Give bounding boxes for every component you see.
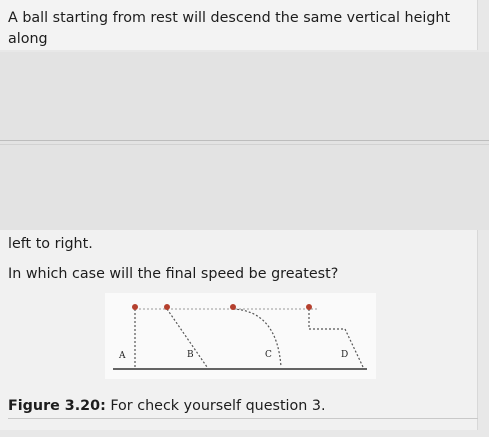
path-label-b: B — [187, 350, 194, 360]
path-c — [233, 309, 281, 367]
gap-band — [0, 52, 489, 230]
caption-underline — [8, 418, 478, 419]
text-panel-top — [0, 0, 478, 50]
divider-line — [0, 140, 489, 141]
figure-caption — [8, 398, 326, 414]
caption-text: For check yourself question 3. — [105, 398, 326, 414]
path-d — [309, 309, 363, 367]
path-label-c: C — [265, 350, 272, 360]
ball-b — [164, 304, 170, 310]
path-label-d: D — [341, 350, 349, 360]
caption-label: Figure 3.20: — [8, 398, 106, 414]
question-text: In which case will the final speed be greatest? — [8, 266, 339, 282]
paths-diagram — [105, 293, 376, 379]
path-label-a: A — [119, 351, 126, 361]
divider-line-secondary — [0, 144, 489, 145]
paragraph-line-3: left to right. — [8, 236, 93, 252]
paragraph-line-1: A ball starting from rest will descend the same vertical height along — [8, 10, 451, 47]
ball-c — [230, 304, 236, 310]
figure-3-20 — [105, 293, 376, 379]
ball-a — [132, 304, 138, 310]
ball-d — [306, 304, 312, 310]
